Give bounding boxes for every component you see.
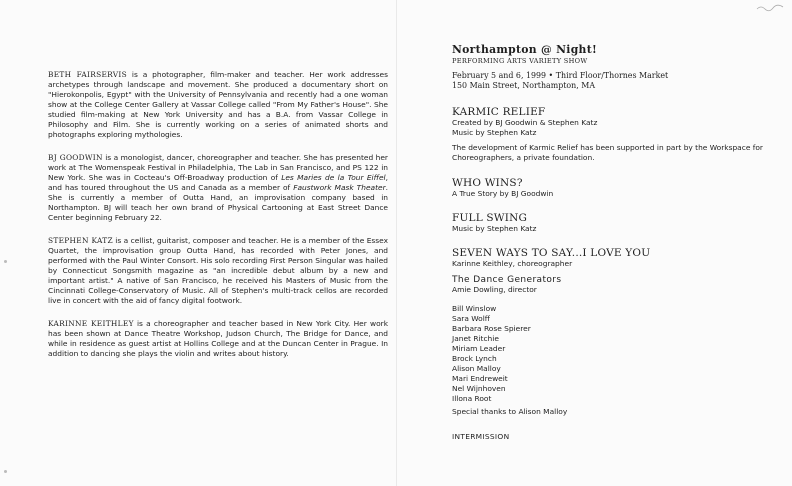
bio-italic-title: Les Maries de la Tour Eiffel <box>281 173 386 182</box>
show-dates-venue <box>452 71 772 91</box>
bios-column <box>48 70 388 372</box>
bio-bj-goodwin <box>48 153 388 223</box>
bio-karinne-keithley <box>48 319 388 359</box>
bio-name: KARINNE KEITHLEY <box>48 319 134 328</box>
bio-name: BJ GOODWIN <box>48 153 103 162</box>
piece-credit: A True Story by BJ Goodwin <box>452 189 554 198</box>
bio-text: , and has toured throughout the US and Canada as a member of <box>48 173 388 192</box>
dancer-name: Sara Wolff <box>452 314 490 323</box>
bio-text: is a photographer, film-maker and teacher. Her work addresses archetypes through landscape and movement. She produced a documentary short on "Hierokonpolis, Egypt" with the University of Pennsylvania and recently had a one woman show at the College Center Gallery at Vassar College called "From My Father's House". She studied film-making at New York University and has a B.A. from Vassar College in Philosophy and Film. She is currently working on a series of animated shorts and photographs exploring mythologies. <box>48 70 389 139</box>
page-fold <box>396 0 397 486</box>
piece-seven-ways <box>452 247 772 417</box>
piece-credit: Music by Stephen Katz <box>452 224 537 233</box>
bio-name: BETH FAIRSERVIS <box>48 70 127 79</box>
intermission: INTERMISSION <box>452 432 510 441</box>
bio-text: is a cellist, guitarist, composer and teacher. He is a member of the Essex Quartet, the improvisation group Outta Hand, has recorded with Peter Jones, and performed with the Paul Winter Consort. His solo recording First Person Singular was hailed by Connecticut Songsmith magazine as "an incredible debut album by a new and important artist." A native of San Francisco, he received his Masters of Music from the Cincinnati College-Conservatory of Music. All of Stephen's multi-track cellos are recorded live in concert with the aid of fancy digital footwork. <box>48 236 388 305</box>
piece-note: The development of Karmic Relief has been supported in part by the Workspace for Choreographers, a private foundation. <box>452 143 763 162</box>
piece-credit: Created by BJ Goodwin & Stephen Katz <box>452 118 598 127</box>
show-dates: February 5 and 6, 1999 • Third Floor/Thornes Market <box>452 71 669 80</box>
piece-credit: Music by Stephen Katz <box>452 128 537 137</box>
show-name: Northampton @ Night! <box>452 43 598 56</box>
edge-mark <box>4 260 7 263</box>
piece-title: KARMIC RELIEF <box>452 106 546 118</box>
dancer-name: Alison Malloy <box>452 364 501 373</box>
piece-title: FULL SWING <box>452 212 528 224</box>
dancer-name: Nel Wijnhoven <box>452 384 506 393</box>
bio-stephen-katz <box>48 236 388 306</box>
piece-full-swing <box>452 212 772 234</box>
piece-who-wins <box>452 177 772 199</box>
show-tagline: PERFORMING ARTS VARIETY SHOW <box>452 57 588 65</box>
program-column <box>452 43 772 442</box>
bio-text: . She is currently a member of Outta Hand, an improvisation company based in Northampton. BJ will teach her own brand of Physical Cartooning at East Street Dance Center beginning February 22. <box>48 183 389 222</box>
bio-beth-fairservis <box>48 70 388 140</box>
piece-karmic-relief <box>452 106 772 163</box>
special-thanks: Special thanks to Alison Malloy <box>452 407 568 416</box>
group-director: Amie Dowling, director <box>452 285 537 294</box>
dance-group-name: The Dance Generators <box>452 275 562 285</box>
piece-title: SEVEN WAYS TO SAY...I LOVE YOU <box>452 247 651 259</box>
dancer-name: Janet Ritchie <box>452 334 499 343</box>
bio-name: STEPHEN KATZ <box>48 236 113 245</box>
bio-text: is a monologist, dancer, choreographer and teacher. She has presented her work at The Womenspeak Festival in Philadelphia, The Lab in San Francisco, and PS 122 in New York. She was in Cocteau's Off-Broadway production of <box>48 153 388 182</box>
piece-title: WHO WINS? <box>452 177 523 189</box>
edge-mark <box>4 470 7 473</box>
dancer-name: Illona Root <box>452 394 492 403</box>
corner-scribble <box>756 4 784 12</box>
dancer-name: Brock Lynch <box>452 354 497 363</box>
dancer-name: Barbara Rose Spierer <box>452 324 531 333</box>
dancer-name: Miriam Leader <box>452 344 506 353</box>
dancer-list <box>452 304 772 404</box>
dancer-name: Mari Endreweit <box>452 374 508 383</box>
dancer-name: Bill Winslow <box>452 304 497 313</box>
bio-text: is a choreographer and teacher based in New York City. Her work has been shown at Dance Theatre Workshop, Judson Church, The Bridge for Dance, and while in residence as guest artist at Hollins College and at the Duncan Center in Prague. In addition to dancing she plays the violin and writes about history. <box>48 319 388 358</box>
show-address: 150 Main Street, Northampton, MA <box>452 81 596 90</box>
piece-choreographer: Karinne Keithley, choreographer <box>452 259 573 268</box>
bio-italic-title: Faustwork Mask Theater <box>293 183 386 192</box>
